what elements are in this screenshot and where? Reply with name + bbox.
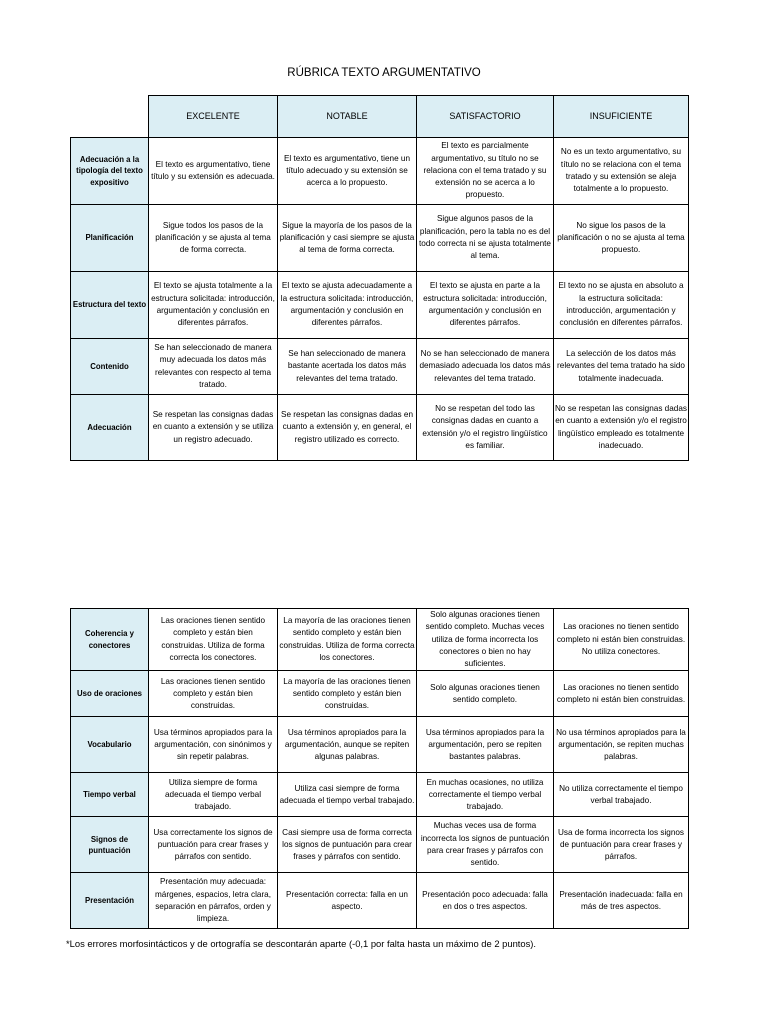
rubric-cell: Se respetan las consignas dadas en cuanto a extensión y, en general, el registro utilizado es correcto. bbox=[278, 395, 417, 461]
rubric-cell: Las oraciones tienen sentido completo y están bien construidas. bbox=[149, 671, 278, 717]
row-label: Vocabulario bbox=[71, 717, 149, 773]
row-label: Presentación bbox=[71, 873, 149, 929]
rubric-cell: La mayoría de las oraciones tienen sentido completo y están bien construidas. bbox=[278, 671, 417, 717]
rubric-cell: El texto no se ajusta en absoluto a la estructura solicitada: introducción, argumentación y conclusión en diferentes párrafos. bbox=[554, 272, 689, 339]
rubric-cell: Solo algunas oraciones tienen sentido completo. bbox=[417, 671, 554, 717]
rubric-cell: Usa correctamente los signos de puntuación para crear frases y párrafos con sentido. bbox=[149, 817, 278, 873]
column-header-satisfactorio: SATISFACTORIO bbox=[417, 96, 554, 138]
table-row bbox=[71, 205, 689, 272]
row-label: Coherencia y conectores bbox=[71, 609, 149, 671]
rubric-cell: Utiliza casi siempre de forma adecuada el tiempo verbal trabajado. bbox=[278, 773, 417, 817]
rubric-cell: Sigue algunos pasos de la planificación, pero la tabla no es del todo correcta ni se ajusta totalmente al tema. bbox=[417, 205, 554, 272]
rubric-cell: No sigue los pasos de la planificación o no se ajusta al tema propuesto. bbox=[554, 205, 689, 272]
rubric-cell: Las oraciones tienen sentido completo y están bien construidas. Utiliza de forma correcta los conectores. bbox=[149, 609, 278, 671]
rubric-cell: Sigue todos los pasos de la planificación y se ajusta al tema de forma correcta. bbox=[149, 205, 278, 272]
rubric-cell: Se han seleccionado de manera muy adecuada los datos más relevantes con respecto al tema tratado. bbox=[149, 339, 278, 395]
page-title: RÚBRICA TEXTO ARGUMENTATIVO bbox=[287, 67, 481, 79]
rubric-cell: El texto se ajusta en parte a la estructura solicitada: introducción, argumentación y conclusión en diferentes párrafos. bbox=[417, 272, 554, 339]
row-label: Adecuación bbox=[71, 395, 149, 461]
rubric-cell: Usa términos apropiados para la argumentación, con sinónimos y sin repetir palabras. bbox=[149, 717, 278, 773]
rubric-cell: Usa de forma incorrecta los signos de puntuación para crear frases y párrafos. bbox=[554, 817, 689, 873]
rubric-cell: El texto es argumentativo, tiene título y su extensión es adecuada. bbox=[149, 138, 278, 205]
rubric-cell: En muchas ocasiones, no utiliza correctamente el tiempo verbal trabajado. bbox=[417, 773, 554, 817]
rubric-cell: No se respetan las consignas dadas en cuanto a extensión y/o el registro lingüístico empleado es totalmente inadecuado. bbox=[554, 395, 689, 461]
row-label: Planificación bbox=[71, 205, 149, 272]
rubric-cell: No usa términos apropiados para la argumentación, se repiten muchas palabras. bbox=[554, 717, 689, 773]
rubric-cell: El texto se ajusta adecuadamente a la estructura solicitada: introducción, argumentación y conclusión en diferentes párrafos. bbox=[278, 272, 417, 339]
rubric-cell: Usa términos apropiados para la argumentación, aunque se repiten algunas palabras. bbox=[278, 717, 417, 773]
rubric-cell: Presentación muy adecuada: márgenes, espacios, letra clara, separación en párrafos, orden y limpieza. bbox=[149, 873, 278, 929]
rubric-cell: La selección de los datos más relevantes del tema tratado ha sido totalmente inadecuada. bbox=[554, 339, 689, 395]
table-row bbox=[71, 272, 689, 339]
rubric-cell: El texto es parcialmente argumentativo, su título no se relaciona con el tema tratado y su extensión no se acerca a lo propuesto. bbox=[417, 138, 554, 205]
table-row bbox=[71, 717, 689, 773]
rubric-cell: Se han seleccionado de manera bastante acertada los datos más relevantes del tema tratado. bbox=[278, 339, 417, 395]
table-row bbox=[71, 817, 689, 873]
table-row bbox=[71, 339, 689, 395]
rubric-cell: El texto se ajusta totalmente a la estructura solicitada: introducción, argumentación y conclusión en diferentes párrafos. bbox=[149, 272, 278, 339]
rubric-table-main bbox=[70, 95, 689, 461]
rubric-cell: No se han seleccionado de manera demasiado adecuada los datos más relevantes del tema tratado. bbox=[417, 339, 554, 395]
rubric-cell: No es un texto argumentativo, su título no se relaciona con el tema tratado y su extensión se aleja totalmente a lo propuesto. bbox=[554, 138, 689, 205]
rubric-cell: Presentación inadecuada: falla en más de tres aspectos. bbox=[554, 873, 689, 929]
table-row bbox=[71, 138, 689, 205]
rubric-cell: Presentación correcta: falla en un aspecto. bbox=[278, 873, 417, 929]
footnote: *Los errores morfosintácticos y de ortografía se descontarán aparte (-0,1 por falta hasta un máximo de 2 puntos). bbox=[66, 938, 537, 949]
rubric-cell: Se respetan las consignas dadas en cuanto a extensión y se utiliza un registro adecuado. bbox=[149, 395, 278, 461]
row-label: Contenido bbox=[71, 339, 149, 395]
rubric-cell: No utiliza correctamente el tiempo verbal trabajado. bbox=[554, 773, 689, 817]
rubric-cell: Muchas veces usa de forma incorrecta los signos de puntuación para crear frases y párrafos con sentido. bbox=[417, 817, 554, 873]
rubric-cell: Casi siempre usa de forma correcta los signos de puntuación para crear frases y párrafos con sentido. bbox=[278, 817, 417, 873]
rubric-cell: La mayoría de las oraciones tienen sentido completo y están bien construidas. Utiliza de forma correcta los conectores. bbox=[278, 609, 417, 671]
rubric-cell: No se respetan del todo las consignas dadas en cuanto a extensión y/o el registro lingüístico es familiar. bbox=[417, 395, 554, 461]
rubric-cell: Las oraciones no tienen sentido completo ni están bien construidas. No utiliza conectores. bbox=[554, 609, 689, 671]
rubric-cell: Utiliza siempre de forma adecuada el tiempo verbal trabajado. bbox=[149, 773, 278, 817]
rubric-cell: Solo algunas oraciones tienen sentido completo. Muchas veces utiliza de forma incorrecta los conectores o bien no hay suficientes. bbox=[417, 609, 554, 671]
rubric-table-secondary bbox=[70, 608, 689, 929]
rubric-cell: Presentación poco adecuada: falla en dos o tres aspectos. bbox=[417, 873, 554, 929]
row-label: Uso de oraciones bbox=[71, 671, 149, 717]
row-label: Tiempo verbal bbox=[71, 773, 149, 817]
column-header-excelente: EXCELENTE bbox=[149, 96, 278, 138]
table-row bbox=[71, 773, 689, 817]
column-header-notable: NOTABLE bbox=[278, 96, 417, 138]
rubric-cell: Sigue la mayoría de los pasos de la planificación y casi siempre se ajusta al tema de forma correcta. bbox=[278, 205, 417, 272]
column-header-insuficiente: INSUFICIENTE bbox=[554, 96, 689, 138]
rubric-cell: Usa términos apropiados para la argumentación, pero se repiten bastantes palabras. bbox=[417, 717, 554, 773]
rubric-cell: El texto es argumentativo, tiene un título adecuado y su extensión se acerca a lo propuesto. bbox=[278, 138, 417, 205]
table-row bbox=[71, 609, 689, 671]
table-row bbox=[71, 395, 689, 461]
table-row bbox=[71, 671, 689, 717]
row-label: Adecuación a la tipología del texto expositivo bbox=[71, 138, 149, 205]
header-row bbox=[71, 96, 689, 138]
table-row bbox=[71, 873, 689, 929]
row-label: Estructura del texto bbox=[71, 272, 149, 339]
row-label: Signos de puntuación bbox=[71, 817, 149, 873]
header-corner bbox=[71, 96, 149, 138]
rubric-cell: Las oraciones no tienen sentido completo ni están bien construidas. bbox=[554, 671, 689, 717]
